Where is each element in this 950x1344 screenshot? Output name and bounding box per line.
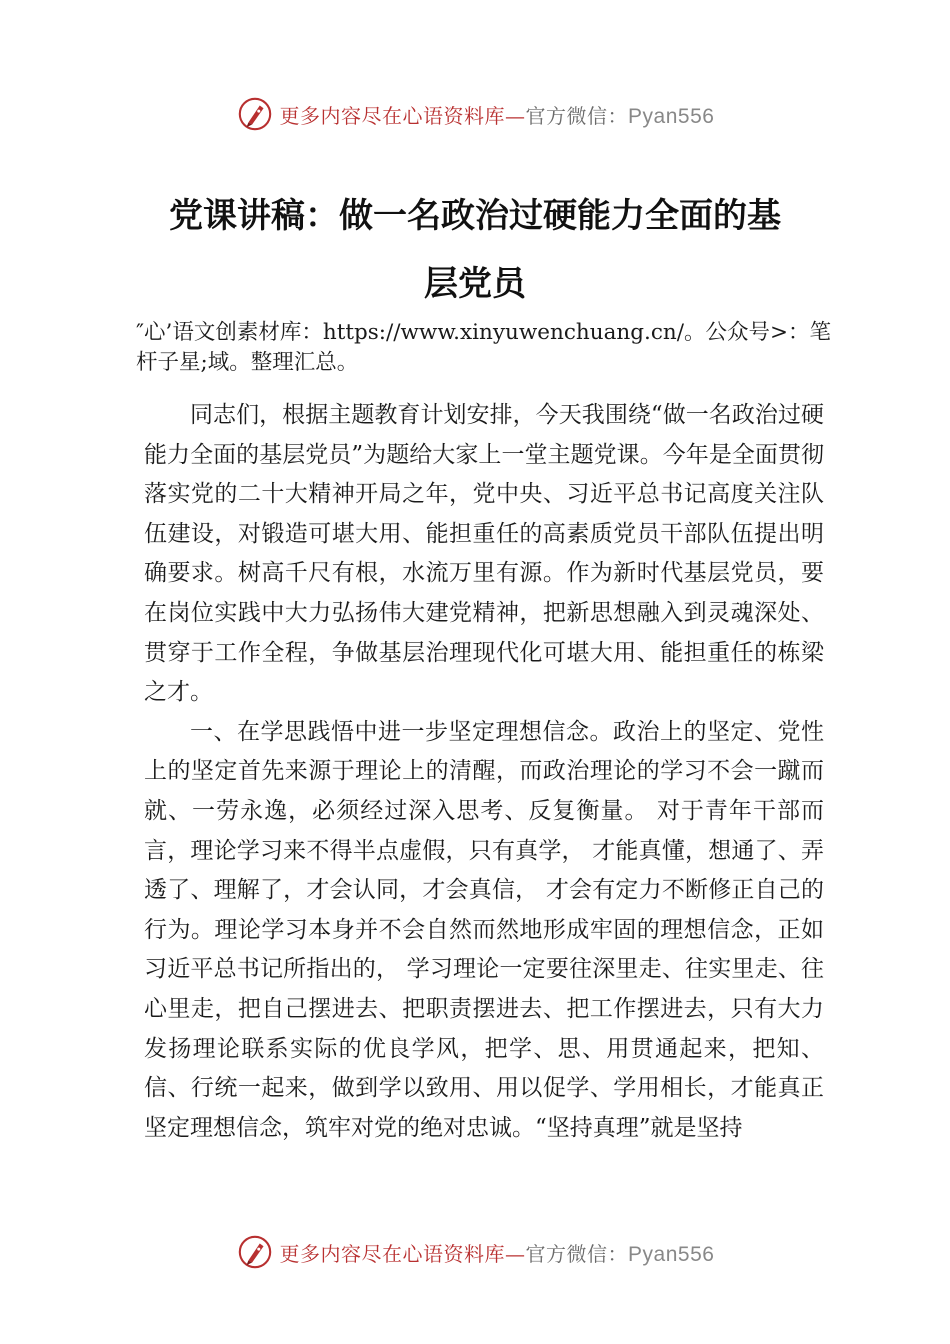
banner-red-text: 更多内容尽在心语资料库— <box>279 103 526 128</box>
banner-wechat-label: 官方微信： <box>525 1241 629 1266</box>
document-body <box>144 396 824 1148</box>
banner-wechat-id: Pyan556 <box>628 104 715 128</box>
source-note: ″心’语文创素材库：https://www.xinyuwenchuang.cn/。公众号>：笔杆子星;域。整理汇总。 <box>136 320 831 375</box>
document-title-line1: 党课讲稿：做一名政治过硬能力全面的基 <box>169 196 781 236</box>
pen-nib-logo-icon <box>236 95 274 133</box>
document-title-line2: 层党员 <box>424 264 526 304</box>
header-banner <box>0 92 950 136</box>
banner-text <box>280 1238 715 1267</box>
pen-nib-logo-icon <box>236 1233 274 1271</box>
paragraph-intro: 同志们，根据主题教育计划安排，今天我围绕“做一名政治过硬能力全面的基层党员”为题给大家上一堂主题党课。今年是全面贯彻落实党的二十大精神开局之年，党中央、习近平总书记高度关注队伍建设，对锻造可堪大用、能担重任的高素质党员干部队伍提出明确要求。树高千尺有根，水流万里有源。作为新时代基层党员，要在岗位实践中大力弘扬伟大建党精神，把新思想融入到灵魂深处、贯穿于工作全程，争做基层治理现代化可堪大用、能担重任的栋梁之才。 <box>144 402 824 706</box>
banner-wechat-id: Pyan556 <box>628 1242 715 1266</box>
paragraph-section-1: 一、在学思践悟中进一步坚定理想信念。政治上的坚定、党性上的坚定首先来源于理论上的清醒，而政治理论的学习不会一蹴而就、一劳永逸，必须经过深入思考、反复衡量。 对于青年干部而言，理论学习来不得半点虚假，只有真学， 才能真懂，想通了、弄透了、理解了，才会认同，才会真信， 才会有定力不断修正自己的行为。理论学习本身并不会自然而然地形成牢固的理想信念，正如习近平总书记所指出的， 学习理论一定要往深里走、往实里走、往心里走，把自己摆进去、把职责摆进去、把工作摆进去，只有大力发扬理论联系实际的优良学风，把学、思、用贯通起来，把知、信、行统一起来，做到学以致用、用以促学、学用相长，才能真正坚定理想信念，筑牢对党的绝对忠诚。“坚持真理”就是坚持 <box>144 718 824 1141</box>
banner-text <box>280 100 715 129</box>
banner-wechat-label: 官方微信： <box>525 103 629 128</box>
footer-banner <box>0 1230 950 1274</box>
banner-red-text: 更多内容尽在心语资料库— <box>279 1241 526 1266</box>
